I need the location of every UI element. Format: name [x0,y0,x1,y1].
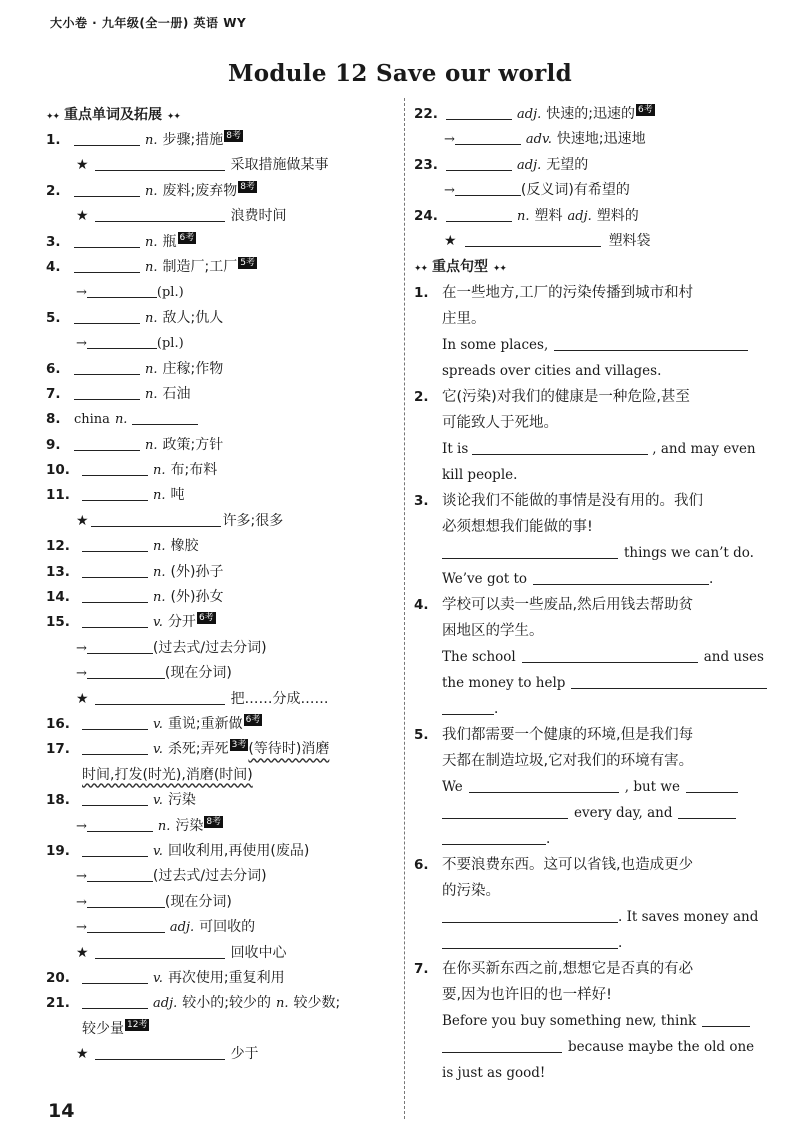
vocab-heading: ✦✦ 重点单词及拓展 ✦✦ [46,107,180,123]
exam-count-badge: 6考 [179,232,195,243]
vocab-item-24: 24. n. 塑料 adj. 塑料的 [414,207,639,224]
answer-blank[interactable] [82,563,148,578]
answer-blank[interactable] [442,908,618,923]
sentence-7: 7. 在你买新东西之前,想想它是否真的有必 [414,961,694,978]
vocab-item-6: 6. n. 庄稼;作物 [46,360,224,377]
exam-count-badge: 8考 [206,816,222,827]
exam-count-badge: 3考 [231,740,247,751]
answer-blank[interactable] [87,918,165,933]
answer-blank[interactable] [95,207,225,222]
exam-count-badge: 8考 [240,181,255,192]
arrow-icon: → [76,285,87,301]
vocab-item-17-cont: 时间,打发(时光),消磨(时间) [82,766,253,783]
ornament-icon: ✦✦ [166,112,180,122]
answer-blank[interactable] [82,537,148,552]
vocab-item-19-past: → (过去式/过去分词) [76,868,267,885]
answer-blank[interactable] [442,544,618,559]
ornament-icon: ✦✦ [492,264,506,275]
answer-blank[interactable] [469,778,619,793]
answer-blank[interactable] [446,207,512,222]
sentence-2: 2. 它(污染)对我们的健康是一种危险,甚至 [414,389,690,406]
answer-blank[interactable] [702,1012,750,1027]
vocab-item-18: 18. v. 污染 [46,792,196,809]
answer-blank[interactable] [87,664,165,679]
vocab-item-4: 4. n. 制造厂;工厂 5考 [46,257,255,275]
answer-blank[interactable] [446,105,512,120]
answer-blank[interactable] [74,258,140,273]
vocab-item-3: 3. n. 瓶 6考 [46,232,195,250]
arrow-icon: → [76,894,87,910]
exam-count-badge: 6考 [637,105,653,115]
vocab-item-2-phrase: ★ 浪费时间 [76,208,287,225]
answer-blank[interactable] [82,994,148,1009]
answer-blank[interactable] [87,639,153,654]
vocab-item-22-adv: → adv. 快速地;迅速地 [444,131,646,148]
exam-count-badge: 12考 [127,1019,148,1030]
vocab-item-19-phrase: ★ 回收中心 [76,944,287,961]
star-icon: ★ [444,232,457,249]
vocab-item-17: 17. v. 杀死;弄死 3考 (等待时)消磨 [46,740,330,758]
vocab-item-21: 21. adj. 较小的;较少的 n. 较少数; [46,995,341,1012]
column-divider [404,98,405,1119]
star-icon: ★ [76,157,89,174]
answer-blank[interactable] [87,867,153,882]
vocab-item-21-cont: 较少量 12考 [82,1019,148,1037]
answer-blank[interactable] [442,804,568,819]
answer-blank[interactable] [442,830,546,845]
answer-blank[interactable] [522,648,698,663]
vocab-column [46,102,396,1067]
arrow-icon: → [76,920,87,936]
answer-blank[interactable] [82,740,148,755]
sentence-4: 4. 学校可以卖一些废品,然后用钱去帮助贫 [414,597,694,614]
answer-blank[interactable] [82,486,148,501]
answer-blank[interactable] [678,804,736,819]
answer-blank[interactable] [82,715,148,730]
vocab-item-15-phrase: ★ 把……分成…… [76,690,329,707]
vocab-item-15: 15. v. 分开 6考 [46,613,214,631]
vocab-item-21-phrase: ★ 少于 [76,1046,259,1063]
vocab-item-15-ing: → (现在分词) [76,665,232,682]
vocab-item-1-phrase: ★ 采取措施做某事 [76,157,329,174]
answer-blank[interactable] [95,156,225,171]
vocab-item-23-antonym: → (反义词)有希望的 [444,182,630,199]
answer-blank[interactable] [82,791,148,806]
answer-blank[interactable] [74,233,140,248]
answer-blank[interactable] [533,570,709,585]
answer-blank[interactable] [82,842,148,857]
answer-blank[interactable] [442,934,618,949]
arrow-icon: → [444,183,455,199]
answer-blank[interactable] [455,130,521,145]
answer-blank[interactable] [82,588,148,603]
vocab-item-18-noun: → n. 污染 8考 [76,816,222,834]
answer-blank[interactable] [686,778,738,793]
answer-blank[interactable] [465,232,601,247]
exam-count-badge: 8考 [226,131,241,141]
answer-blank[interactable] [82,461,148,476]
page-header: 大小卷 · 九年级(全一册) 英语 WY [50,16,247,30]
answer-blank[interactable] [74,131,140,146]
answer-blank[interactable] [74,182,140,197]
vocab-item-9: 9. n. 政策;方针 [46,436,224,453]
star-icon: ★ [76,944,89,961]
answer-blank[interactable] [87,334,157,349]
answer-blank[interactable] [472,440,648,455]
answer-blank[interactable] [446,156,512,171]
sentence-6: 6. 不要浪费东西。这可以省钱,也造成更少 [414,857,694,874]
sentence-5: 5. 我们都需要一个健康的环境,但是我们每 [414,727,694,744]
page-number: 14 [48,1100,75,1122]
vocab-item-19: 19. v. 回收利用,再使用(废品) [46,842,310,859]
ornament-icon: ✦✦ [46,112,60,122]
answer-blank[interactable] [95,944,225,959]
answer-blank[interactable] [74,385,140,400]
sentences-heading: ✦✦ 重点句型 ✦✦ [414,259,506,276]
exam-count-badge: 6考 [245,714,261,725]
arrow-icon: → [76,336,87,352]
vocab-item-7: 7. n. 石油 [46,385,191,402]
vocab-item-10: 10. n. 布;布料 [46,462,218,479]
star-icon: ★ [76,1046,89,1063]
arrow-icon: → [76,666,87,682]
vocab-item-13: 13. n. (外)孙子 [46,563,224,580]
vocab-item-2: 2. n. 废料;废弃物 8考 [46,181,255,199]
answer-blank[interactable] [455,181,521,196]
vocab-item-11-phrase: ★ 许多;很多 [76,512,284,529]
vocab-item-20: 20. v. 再次使用;重复利用 [46,969,285,986]
answer-blank[interactable] [82,613,148,628]
arrow-icon: → [76,818,87,834]
answer-blank[interactable] [132,410,198,425]
answer-blank[interactable] [74,360,140,375]
arrow-icon: → [76,640,87,656]
exam-count-badge: 5考 [240,257,255,268]
vocab-item-8: 8. china n. [46,407,396,432]
answer-blank[interactable] [571,674,767,689]
star-icon: ★ [76,512,89,529]
answer-blank[interactable] [87,893,165,908]
arrow-icon: → [76,869,87,885]
star-icon: ★ [76,208,89,225]
vocab-item-12: 12. n. 橡胶 [46,538,199,555]
answer-blank[interactable] [82,969,148,984]
answer-blank[interactable] [91,512,221,527]
vocab-item-19-ing: → (现在分词) [76,893,232,910]
vocab-item-22: 22. adj. 快速的;迅速的 6考 [414,105,653,122]
right-column: 22. adj. 快速的;迅速的 6考 → adv. 快速地;迅速地 23. adj. 无望的 → (反义词)有希望的 24. n. 塑料 adj. 塑料的 ★ 塑料袋 ✦✦ 重点句型 ✦✦ 1. 在一些地方,工厂的污染传播到城市和村 庄里。 In some places, spreads over cities and villages. 2. 它(污染)对我们的健康是一种危险,甚至 可能致人于死地。 It is , and may even kill people. 3. 谈论我们不能做的事情是没有用的。我们 必须想想我们能做的事! things we can’t do. We’ve got to . 4. 学校可以卖一些废品,然后用钱去帮助贫 困地区的学生。 The school and uses the money to help . 5. 我们都需要一个健康的环境,但是我们每 天都在制造垃圾,它对我们的环境有害。 We , but we every day, and . 6. 不要浪费东西。这可以省钱,也造成更少 的污染。 . It saves money and . 7. 在你买新东西之前,想想它是否真的有必 要,因为也许旧的也一样好! Before you buy something new, think because maybe the old one is just as good! [414,102,764,1086]
vocab-item-5-plural: → (pl.) [76,336,184,352]
answer-blank[interactable] [95,1045,225,1060]
ornament-icon: ✦✦ [414,264,428,275]
vocab-item-24-phrase: ★ 塑料袋 [444,232,651,249]
vocab-item-15-past: → (过去式/过去分词) [76,639,267,656]
answer-blank[interactable] [442,700,494,715]
exam-count-badge: 6考 [198,613,214,624]
answer-blank[interactable] [554,336,748,351]
vocab-item-5: 5. n. 敌人;仇人 [46,309,224,326]
vocab-item-11: 11. n. 吨 [46,487,185,504]
sentence-1: 1. 在一些地方,工厂的污染传播到城市和村 [414,285,694,302]
vocab-item-14: 14. n. (外)孙女 [46,589,224,606]
vocab-item-4-plural: → (pl.) [76,285,184,301]
sentence-3: 3. 谈论我们不能做的事情是没有用的。我们 [414,493,703,510]
arrow-icon: → [444,132,455,148]
star-icon: ★ [76,690,89,707]
answer-blank[interactable] [74,436,140,451]
answer-blank[interactable] [442,1038,562,1053]
answer-blank[interactable] [95,690,225,705]
answer-blank[interactable] [74,309,140,324]
answer-blank[interactable] [87,817,153,832]
vocab-item-16: 16. v. 重说;重新做 6考 [46,714,261,732]
vocab-item-19-adj: → adj. 可回收的 [76,919,256,936]
vocab-item-1: 1. n. 步骤;措施 8考 [46,131,241,148]
vocab-item-23: 23. adj. 无望的 [414,156,589,173]
answer-blank[interactable] [87,283,157,298]
page-title: Module 12 Save our world [228,60,572,87]
